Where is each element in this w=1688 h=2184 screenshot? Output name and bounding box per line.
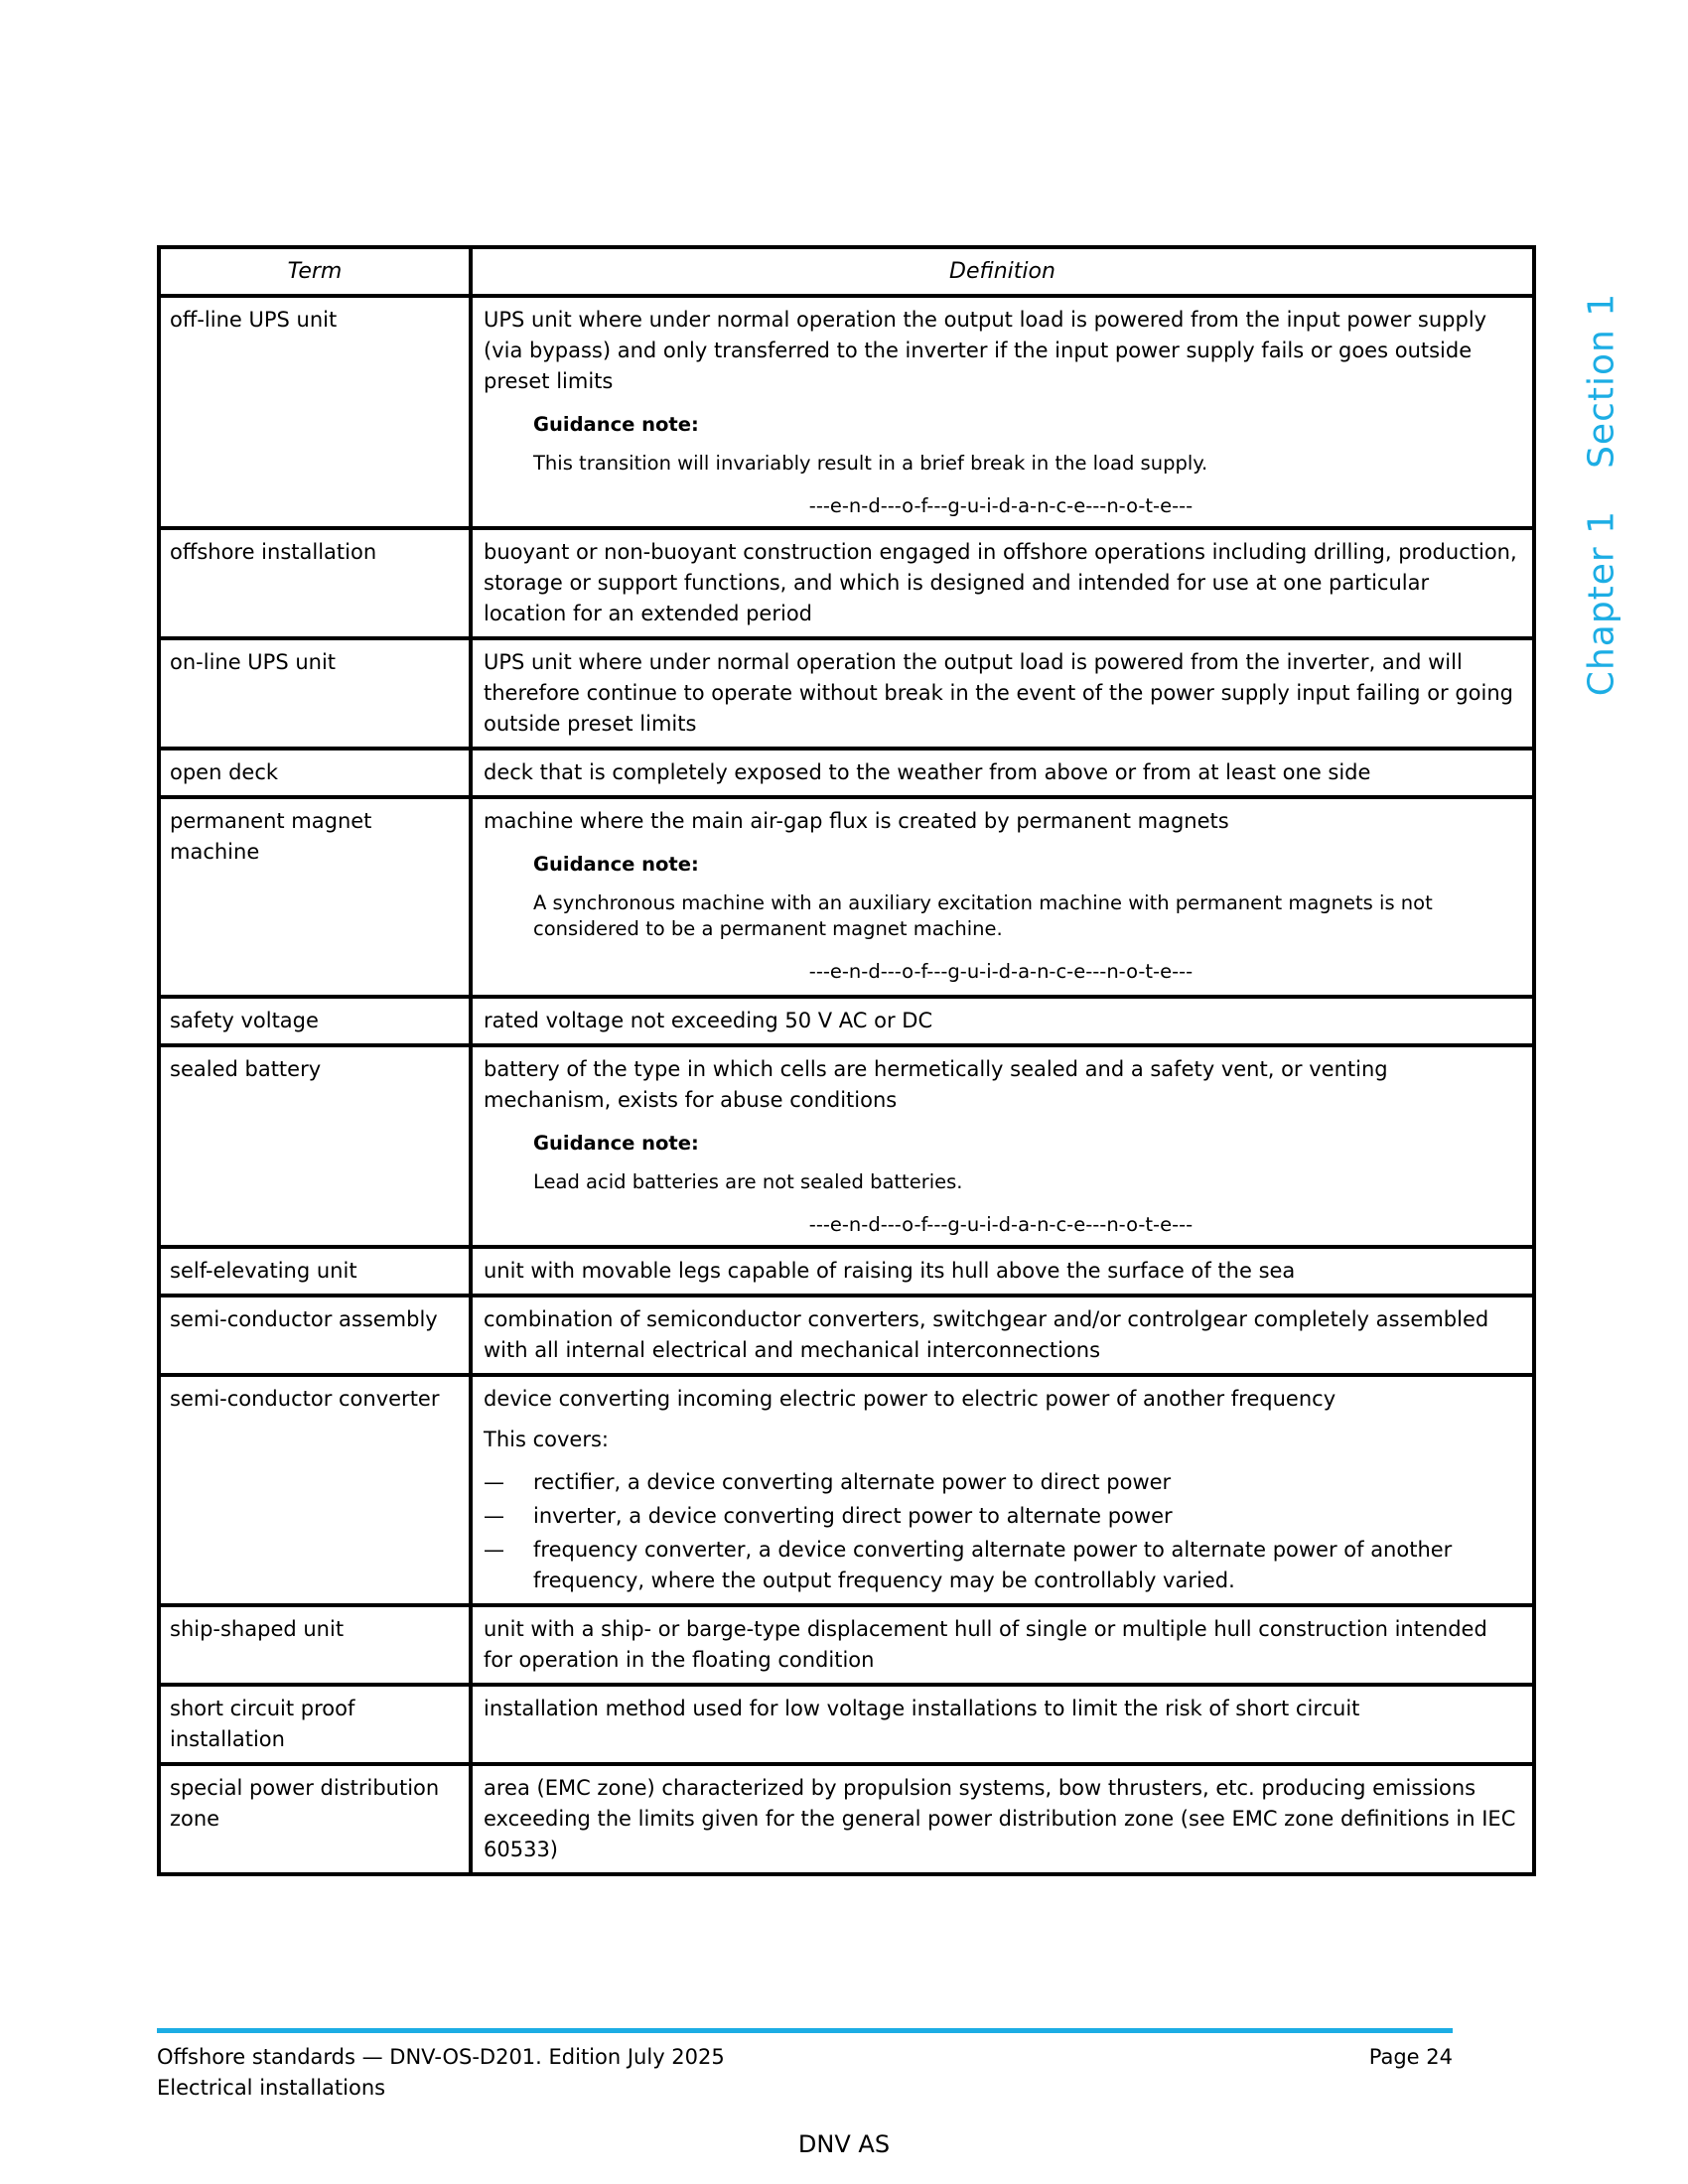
table-row (159, 638, 1534, 749)
terms-table-body (159, 296, 1534, 1874)
term-cell (159, 528, 471, 638)
guidance-note-title: Guidance note: (533, 853, 699, 876)
term-cell (159, 1296, 471, 1375)
guidance-note (533, 1131, 1484, 1195)
table-row (159, 528, 1534, 638)
term-cell (159, 749, 471, 797)
term-cell (159, 1685, 471, 1764)
definition-paragraph: buoyant or non-buoyant construction engaged in offshore operations including drilling, production, storage or support functions, and which is designed and intended for use at one particular location for an extended period (484, 540, 1517, 625)
definition-paragraph: deck that is completely exposed to the weather from above or from at least one side (484, 760, 1371, 784)
definition-cell (471, 1764, 1534, 1874)
side-label-section: Section 1 (1581, 292, 1622, 469)
guidance-note-end: ---e-n-d---o-f---g-u-i-d-a-n-c-e---n-o-t-e--- (808, 494, 1194, 517)
side-label-chapter-section (1582, 293, 1622, 696)
table-row (159, 749, 1534, 797)
definition-paragraph: This covers: (484, 1428, 609, 1451)
term-cell (159, 1764, 471, 1874)
guidance-note-end: ---e-n-d---o-f---g-u-i-d-a-n-c-e---n-o-t-e--- (808, 960, 1194, 983)
definition-cell (471, 797, 1534, 997)
term-cell (159, 1375, 471, 1605)
term-text: installation (170, 1727, 285, 1751)
table-row (159, 1045, 1534, 1247)
term-text: safety voltage (170, 1009, 319, 1032)
terms-table-header (159, 247, 1534, 296)
definition-cell (471, 749, 1534, 797)
definition-paragraph: unit with a ship- or barge-type displacement hull of single or multiple hull construction intended for operation in the floating condition (484, 1617, 1487, 1672)
definition-paragraph: area (EMC zone) characterized by propulsion systems, bow thrusters, etc. producing emissions exceeding the limits given for the general power distribution zone (see EMC zone definitions in IEC 60533) (484, 1776, 1516, 1861)
term-text: open deck (170, 760, 279, 784)
term-cell (159, 1605, 471, 1685)
term-text: self-elevating unit (170, 1259, 357, 1283)
definition-paragraph: machine where the main air-gap flux is created by permanent magnets (484, 809, 1229, 833)
definition-cell (471, 1296, 1534, 1375)
table-row (159, 797, 1534, 997)
guidance-note-body: Lead acid batteries are not sealed batteries. (533, 1170, 963, 1193)
bullet-item (484, 1535, 1518, 1596)
definition-paragraph: unit with movable legs capable of raising its hull above the surface of the sea (484, 1259, 1296, 1283)
term-text: zone (170, 1807, 220, 1831)
guidance-note-title: Guidance note: (533, 1132, 699, 1155)
column-header-term: Term (159, 247, 471, 296)
definition-paragraph: device converting incoming electric power to electric power of another frequency (484, 1387, 1336, 1411)
term-text: sealed battery (170, 1057, 322, 1081)
definition-cell (471, 296, 1534, 528)
footer-title-row (157, 2042, 1453, 2073)
definition-cell (471, 1375, 1534, 1605)
definition-paragraph: installation method used for low voltage installations to limit the risk of short circuit (484, 1697, 1360, 1720)
bullet-text: rectifier, a device converting alternate power to direct power (533, 1470, 1172, 1494)
definition-cell (471, 1605, 1534, 1685)
term-text: machine (170, 840, 260, 864)
term-cell (159, 797, 471, 997)
term-text: short circuit proof (170, 1697, 355, 1720)
table-row (159, 296, 1534, 528)
table-row (159, 1685, 1534, 1764)
guidance-note-body: This transition will invariably result in a brief break in the load supply. (533, 452, 1208, 475)
definition-cell (471, 1247, 1534, 1296)
definition-paragraph: UPS unit where under normal operation the output load is powered from the inverter, and will therefore continue to operate without break in the event of the power supply input failing or going outside preset limits (484, 650, 1513, 736)
guidance-note-end: ---e-n-d---o-f---g-u-i-d-a-n-c-e---n-o-t-e--- (808, 1213, 1194, 1236)
definition-paragraph: UPS unit where under normal operation the output load is powered from the input power supply (via bypass) and only transferred to the inverter if the input power supply fails or goes outside preset limits (484, 308, 1487, 393)
page-footer (157, 2028, 1453, 2104)
footer-doc-subtitle: Electrical installations (157, 2076, 386, 2100)
term-cell (159, 1045, 471, 1247)
term-cell (159, 296, 471, 528)
term-text: semi-conductor assembly (170, 1307, 438, 1331)
term-text: semi-conductor converter (170, 1387, 440, 1411)
definition-cell (471, 528, 1534, 638)
term-text: off-line UPS unit (170, 308, 338, 332)
table-row (159, 1605, 1534, 1685)
definition-paragraph: combination of semiconductor converters, switchgear and/or controlgear completely assembled with all internal electrical and mechanical interconnections (484, 1307, 1489, 1362)
guidance-note (533, 412, 1484, 477)
definition-cell (471, 638, 1534, 749)
bullet-list (484, 1467, 1518, 1596)
bullet-item (484, 1501, 1518, 1532)
table-row (159, 1296, 1534, 1375)
bullet-text: frequency converter, a device converting alternate power to alternate power of another frequency, where the output frequency may be controllably varied. (533, 1538, 1453, 1592)
terms-table (157, 245, 1536, 1876)
bullet-item (484, 1467, 1518, 1498)
definition-cell (471, 997, 1534, 1045)
guidance-note (533, 852, 1484, 942)
footer-rule (157, 2028, 1453, 2033)
header-row (159, 247, 1534, 296)
column-header-definition: Definition (471, 247, 1534, 296)
side-label-chapter: Chapter 1 (1581, 509, 1622, 697)
bullet-dash: — (484, 1538, 504, 1562)
term-cell (159, 997, 471, 1045)
term-text: special power distribution (170, 1776, 440, 1800)
table-row (159, 1247, 1534, 1296)
term-text: ship-shaped unit (170, 1617, 345, 1641)
publisher-name: DNV AS (797, 2130, 891, 2158)
table-row (159, 1375, 1534, 1605)
bullet-dash: — (484, 1470, 504, 1494)
table-row (159, 997, 1534, 1045)
guidance-note-title: Guidance note: (533, 413, 699, 436)
footer-doc-title: Offshore standards — DNV-OS-D201. Edition July 2025 (157, 2045, 725, 2069)
definition-cell (471, 1685, 1534, 1764)
guidance-note-body: A synchronous machine with an auxiliary excitation machine with permanent magnets is not considered to be a permanent magnet machine. (533, 891, 1433, 940)
term-text: permanent magnet (170, 809, 372, 833)
definition-paragraph: battery of the type in which cells are hermetically sealed and a safety vent, or venting mechanism, exists for abuse conditions (484, 1057, 1388, 1112)
term-text: offshore installation (170, 540, 377, 564)
table-row (159, 1764, 1534, 1874)
term-cell (159, 638, 471, 749)
bullet-dash: — (484, 1504, 504, 1528)
definition-cell (471, 1045, 1534, 1247)
definition-paragraph: rated voltage not exceeding 50 V AC or DC (484, 1009, 933, 1032)
term-text: on-line UPS unit (170, 650, 337, 674)
bullet-text: inverter, a device converting direct power to alternate power (533, 1504, 1173, 1528)
footer-page-number: Page 24 (1368, 2045, 1453, 2069)
term-cell (159, 1247, 471, 1296)
